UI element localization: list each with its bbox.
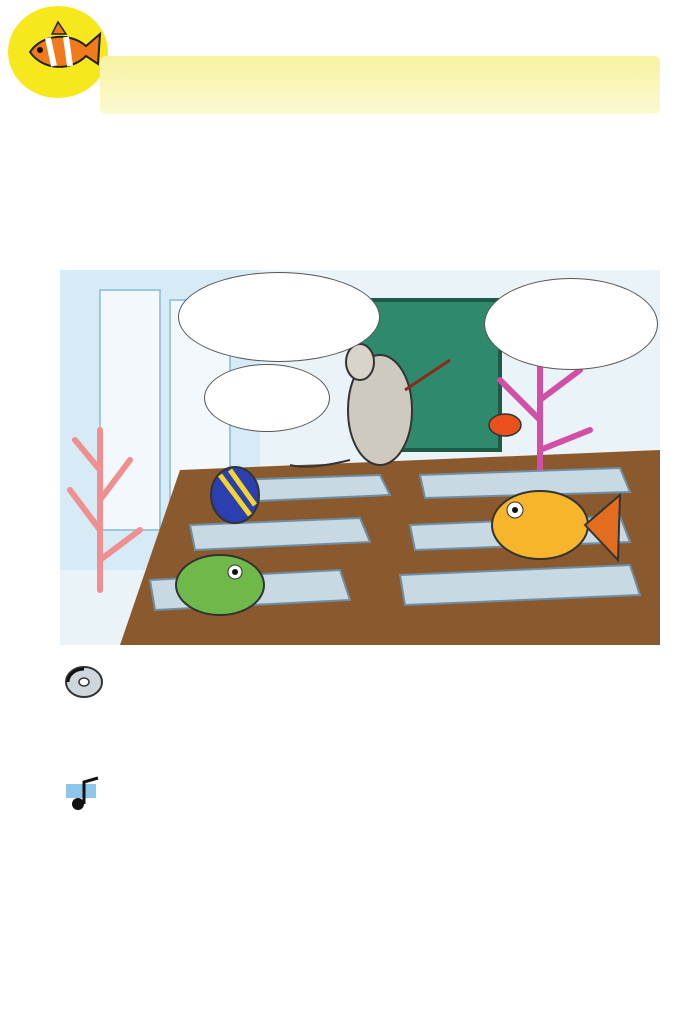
header-fish-circle — [8, 6, 108, 98]
speech-bubble-2 — [484, 278, 658, 370]
small-red-fish — [489, 414, 521, 436]
music-note-icon — [64, 776, 108, 812]
speech-bubble-3 — [204, 364, 330, 432]
header-banner — [100, 56, 660, 114]
green-fish-student — [176, 555, 264, 615]
speech-bubble-1 — [178, 272, 380, 362]
fish-icon — [8, 6, 108, 98]
cd-icon — [64, 664, 104, 700]
decorative-dots-bottom — [112, 954, 672, 972]
decorative-dots-top — [150, 34, 670, 50]
striped-fish-student — [211, 467, 259, 523]
